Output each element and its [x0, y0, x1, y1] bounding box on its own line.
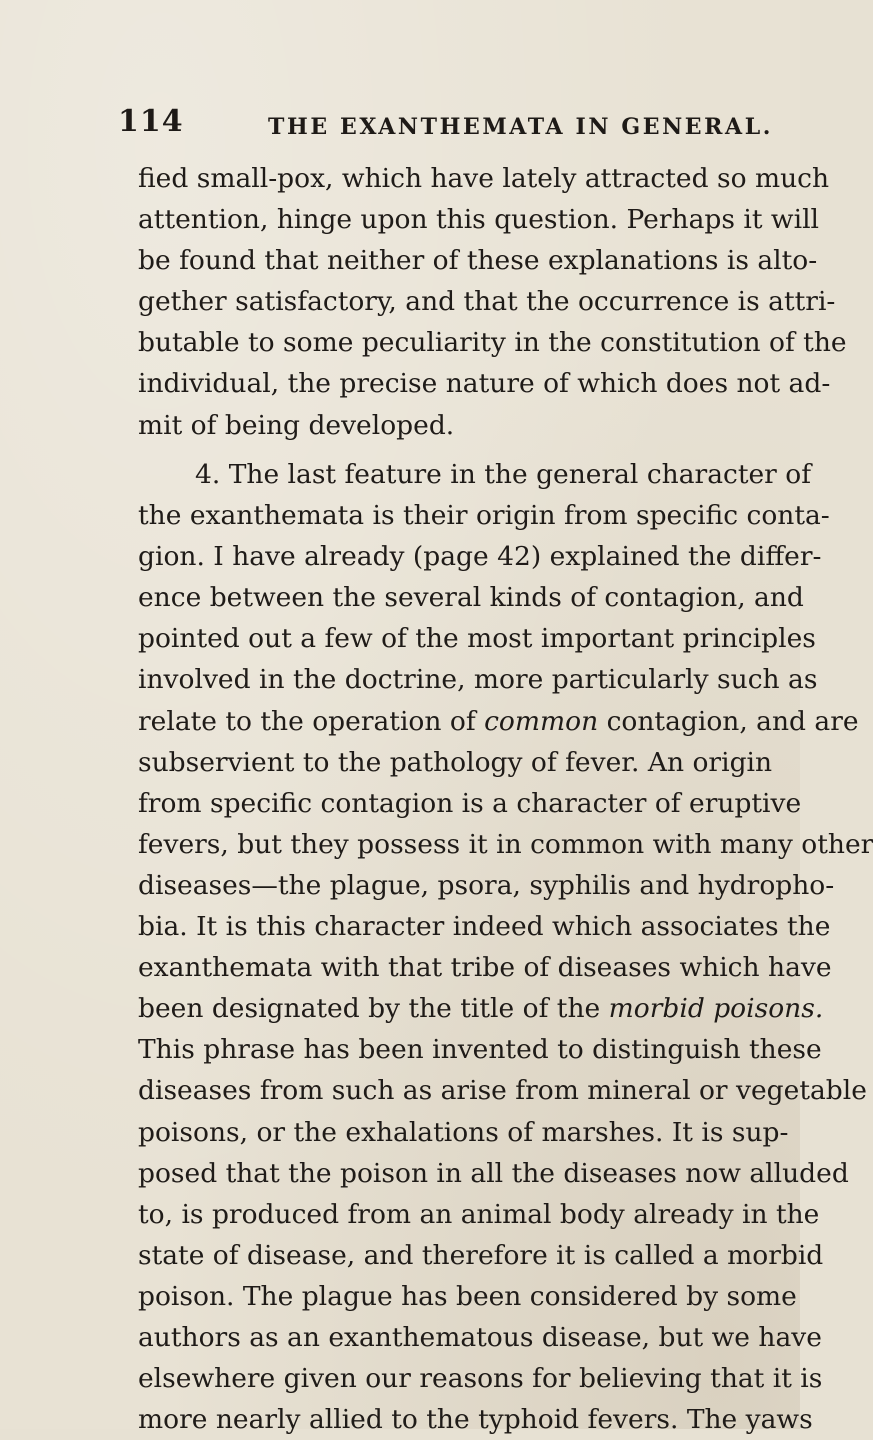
page-number: 114 — [118, 104, 184, 139]
text-segment: contagion, and are — [598, 705, 859, 737]
paragraph-1 — [138, 158, 847, 446]
text-segment: relate to the operation of — [138, 705, 485, 737]
paragraph-2 — [138, 454, 873, 1440]
text-line: state of disease, and therefore it is called a morbid — [138, 1239, 824, 1271]
text-line: the exanthemata is their origin from specific conta- — [138, 500, 830, 532]
text-line: attention, hinge upon this question. Perhaps it will — [138, 204, 820, 236]
text-line: be found that neither of these explanations is alto- — [138, 245, 818, 277]
page-header — [118, 104, 774, 144]
text-line: poisons, or the exhalations of marshes. It is sup- — [138, 1116, 789, 1148]
text-line: individual, the precise nature of which does not ad- — [138, 368, 831, 400]
text-line: gether satisfactory, and that the occurrence is attri- — [138, 286, 836, 318]
text-line: involved in the doctrine, more particularly such as — [138, 664, 818, 696]
text-line: 4. The last feature in the general character of — [195, 459, 812, 490]
text-line: ence between the several kinds of contagion, and — [138, 582, 804, 614]
text-line: poison. The plague has been considered by some — [138, 1280, 797, 1312]
text-line: fevers, but they possess it in common with many other — [138, 828, 873, 860]
text-line: to, is produced from an animal body already in the — [138, 1198, 820, 1230]
text-line — [138, 988, 824, 1029]
text-line: subservient to the pathology of fever. An origin — [138, 746, 773, 778]
text-line: fied small-pox, which have lately attracted so much — [138, 163, 830, 194]
italic-word: common — [484, 705, 599, 737]
text-line: mit of being developed. — [138, 409, 455, 441]
text-line: authors as an exanthematous disease, but we have — [138, 1321, 822, 1353]
text-line: elsewhere given our reasons for believing that it is — [138, 1363, 823, 1395]
text-line: butable to some peculiarity in the constitution of the — [138, 327, 847, 359]
text-line: diseases from such as arise from mineral or vegetable — [138, 1075, 867, 1107]
text-line: bia. It is this character indeed which associates the — [138, 911, 831, 943]
text-line: exanthemata with that tribe of diseases which have — [138, 952, 832, 984]
text-line: diseases—the plague, psora, syphilis and hydropho- — [138, 869, 835, 901]
italic-phrase: morbid poisons. — [608, 993, 824, 1025]
text-line: pointed out a few of the most important principles — [138, 623, 816, 655]
text-line: This phrase has been invented to distinguish these — [138, 1034, 822, 1066]
running-title: THE EXANTHEMATA IN GENERAL. — [268, 114, 774, 140]
text-line — [138, 701, 859, 742]
text-segment: been designated by the title of the — [138, 993, 609, 1025]
text-line: posed that the poison in all the diseases now alluded — [138, 1157, 849, 1189]
text-line: more nearly allied to the typhoid fevers. The yaws — [138, 1404, 813, 1436]
text-line: from specific contagion is a character of eruptive — [138, 787, 802, 819]
text-line: gion. I have already (page 42) explained the differ- — [138, 541, 822, 573]
